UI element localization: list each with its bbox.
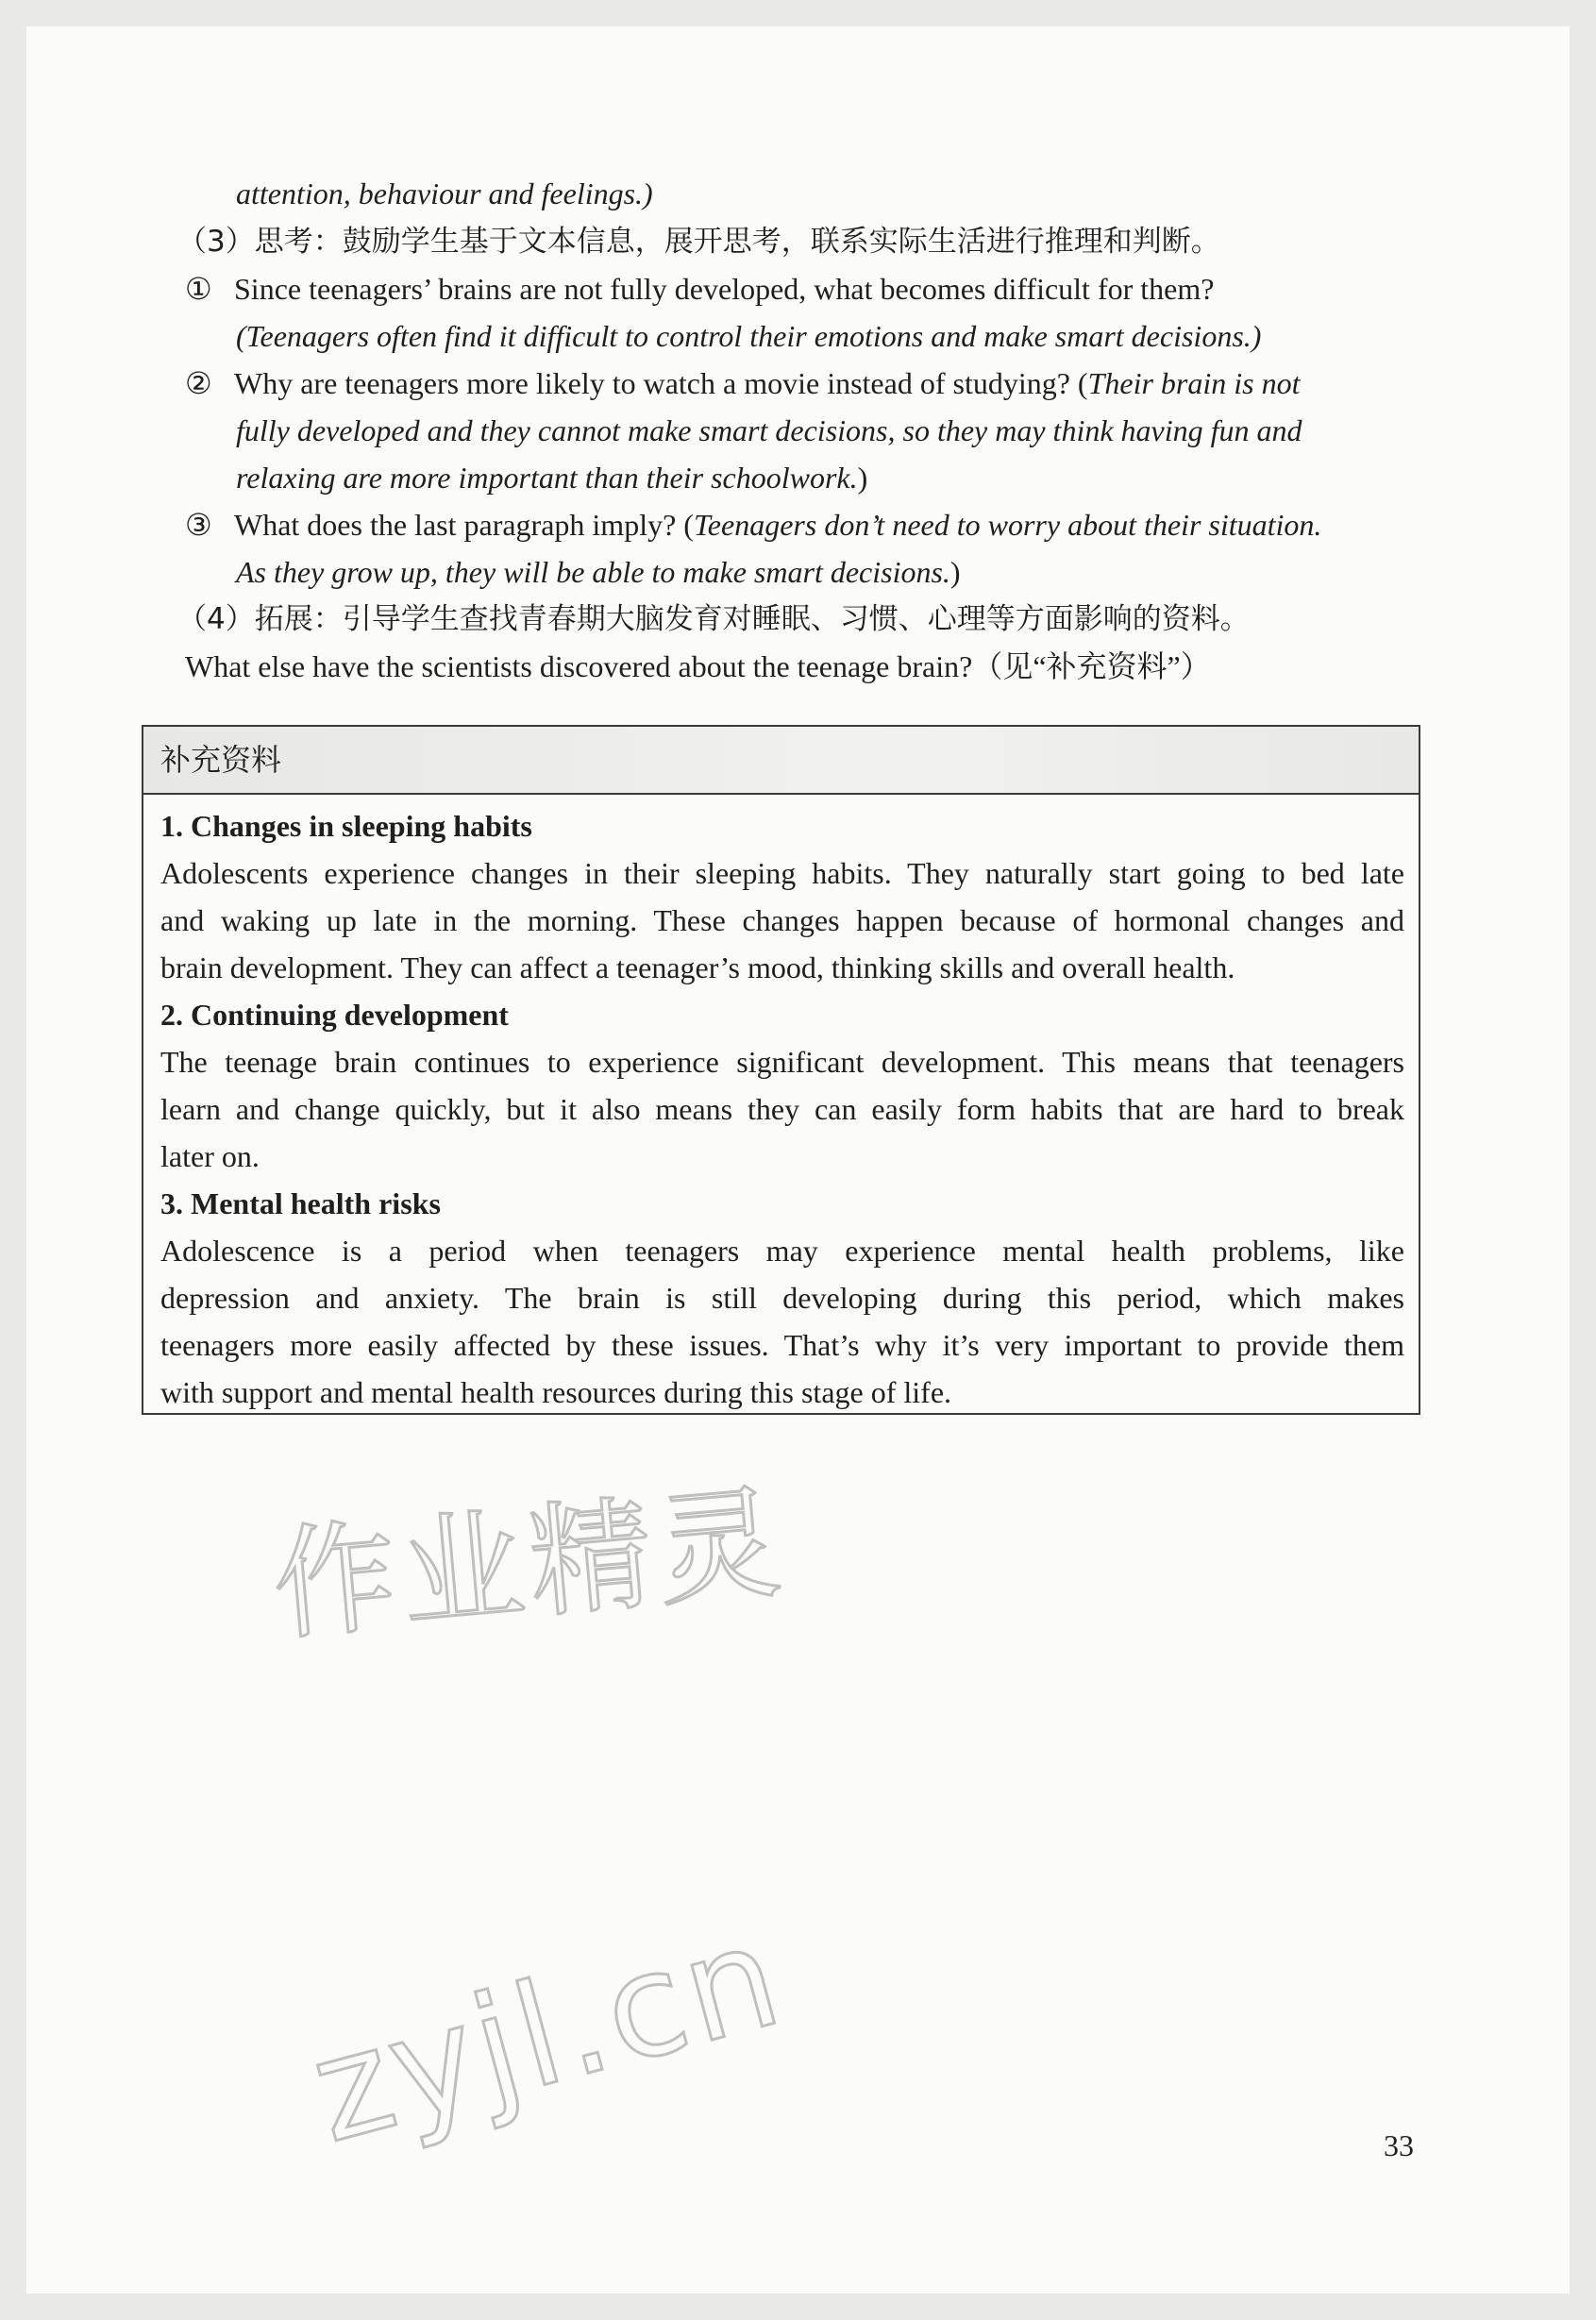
question-1	[185, 265, 1214, 312]
question-3-number: ③	[185, 508, 212, 542]
supplement-3-line-2: depression and anxiety. The brain is still developing during this period, which makes	[160, 1281, 1404, 1315]
question-3-answer-line2	[236, 548, 961, 596]
section-3-heading: （3）思考：鼓励学生基于文本信息，展开思考，联系实际生活进行推理和判断。	[177, 225, 1220, 259]
watermark-url: zyjl.cn	[296, 1892, 799, 2176]
supplement-header	[143, 727, 1419, 795]
supplement-heading-3: 3. Mental health risks	[160, 1186, 441, 1220]
supplement-3-line-4: with support and mental health resources during this stage of life.	[160, 1375, 952, 1409]
document-page	[26, 26, 1570, 2294]
question-2	[185, 360, 1301, 407]
question-2-answer-line2: fully developed and they cannot make smart decisions, so they may think having fun and	[236, 413, 1302, 447]
question-3-text: What does the last paragraph imply? (	[234, 508, 694, 542]
supplement-box	[142, 725, 1420, 1415]
supplement-2-line-1: The teenage brain continues to experience significant development. This means that teenagers	[160, 1045, 1404, 1079]
question-2-answer-line3	[236, 454, 867, 501]
intro-answer-end: attention, behaviour and feelings.)	[236, 177, 653, 210]
question-1-text: Since teenagers’ brains are not fully developed, what becomes difficult for them?	[234, 272, 1215, 306]
question-2-text: Why are teenagers more likely to watch a movie instead of studying? (	[234, 366, 1088, 400]
supplement-2-line-2: learn and change quickly, but it also means they can easily form habits that are hard to break	[160, 1092, 1404, 1126]
question-1-number: ①	[185, 272, 212, 306]
supplement-3-line-3: teenagers more easily affected by these issues. That’s why it’s very important to provide them	[160, 1328, 1404, 1362]
question-1-answer: (Teenagers often find it difficult to control their emotions and make smart decisions.)	[236, 319, 1262, 353]
question-2-close: )	[857, 461, 868, 495]
section-4-heading: （4）拓展：引导学生查找青春期大脑发育对睡眠、习惯、心理等方面影响的资料。	[177, 602, 1250, 636]
question-3-answer-start: Teenagers don’t need to worry about their situation.	[693, 508, 1322, 542]
supplement-1-line-2: and waking up late in the morning. These changes happen because of hormonal changes and	[160, 903, 1404, 937]
question-3-answer-end: As they grow up, they will be able to make smart decisions.	[236, 555, 950, 589]
section-4-question: What else have the scientists discovered about the teenage brain?（见“补充资料”）	[185, 649, 1211, 683]
supplement-heading-1: 1. Changes in sleeping habits	[160, 809, 532, 843]
watermark-logo: 作业精灵	[267, 1470, 792, 1658]
supplement-title: 补充资料	[160, 742, 282, 778]
question-2-answer-start: Their brain is not	[1087, 366, 1301, 400]
supplement-1-line-1: Adolescents experience changes in their sleeping habits. They naturally start going to bed late	[160, 856, 1404, 890]
question-2-number: ②	[185, 366, 212, 400]
supplement-2-line-3: later on.	[160, 1139, 260, 1173]
supplement-3-line-1: Adolescence is a period when teenagers may experience mental health problems, like	[160, 1234, 1404, 1268]
page-number: 33	[1384, 2128, 1414, 2162]
question-2-answer-end: relaxing are more important than their schoolwork.	[236, 461, 858, 495]
supplement-1-line-3: brain development. They can affect a teenager’s mood, thinking skills and overall health.	[160, 950, 1235, 984]
question-3-close: )	[949, 555, 961, 589]
question-3	[185, 501, 1321, 548]
supplement-heading-2: 2. Continuing development	[160, 998, 509, 1032]
